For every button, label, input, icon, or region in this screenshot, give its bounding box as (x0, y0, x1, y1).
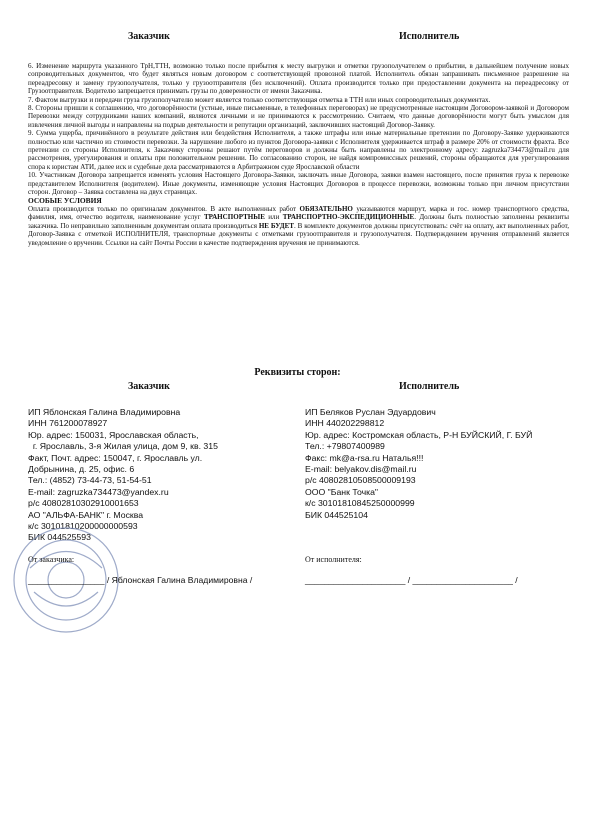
special-conditions-title: ОСОБЫЕ УСЛОВИЯ (28, 195, 102, 205)
customer-line: БИК 044525593 (28, 532, 91, 543)
contract-clauses (28, 62, 569, 247)
contractor-line: E-mail: belyakov.dis@mail.ru (305, 464, 417, 475)
clause-7: 7. Фактом выгрузки и передачи груза грузополучателю может является только соответствующая отметка в ТТН или иных сопроводительных документах. (28, 95, 491, 104)
customer-line: р/с 40802810302910001653 (28, 498, 139, 509)
clause-8: 8. Стороны пришли к соглашению, что договорённости (устные, иные письменные, в телефонных переговорах) не предусмотренные настоящим Договором-заявкой и Договором Перевозки между сотрудниками наших компаний, являются личными и не принимаются к рассмотрению. Считаем, что данные договорённости могут быть умыслом для извлечения личной выгоды и направлены на подрыв деятельности и репутации организаций, заключивших настоящий Договор-Заявку. (28, 104, 569, 129)
contractor-line: Юр. адрес: Костромская область, Р-Н БУЙСКИЙ, Г. БУЙ (305, 429, 533, 440)
clause-10: 10. Участникам Договора запрещается изменять условия Настоящего Договора-Заявки, заключать иные Договора, заявки взамен настоящего, после принятия груза к перевозке представителем Исполнителя (водителем). Иные документы, изменяющие условия Настоящих Договоров в процессе перевозки, возможны только при личном присутствии сторон. Договор – Заявка составлена на двух страницах. (28, 171, 569, 197)
header-contractor: Исполнитель (399, 31, 460, 42)
contractor-line: ИНН 440202298812 (305, 418, 385, 429)
contractor-line: Тел.: +79807400989 (305, 441, 385, 452)
clause-6: 6. Изменение маршрута указанного ТрН,ТТН, возможно только после прибытия к месту выгрузки и отметки грузополучателем о прибытии, в дальнейшем получение новых сопроводительных документов, что будет являться новым договором с соответствующей провозной платой. Исполнитель обязан запрашивать письменное разрешение на переадресовку и замену грузополучателя, только у грузоотправителя (без исключений). Оплата производится только при предоставлении документа на переадресовку от Грузоотправителя. Водителю запрещается принимать грузы по доверенности от имени Заказчика. (28, 62, 569, 96)
customer-signature-label: От заказчика: (28, 555, 75, 564)
customer-line: г. Ярославль, 3-я Жилая улица, дом 9, кв. 315 (28, 441, 218, 452)
customer-line: E-mail: zagruzka734473@yandex.ru (28, 486, 169, 497)
customer-line: Добрынина, д. 25, офис. 6 (28, 464, 135, 475)
contractor-line: Факс: mk@a-rsa.ru Наталья!!! (305, 452, 424, 463)
customer-line: ИП Яблонская Галина Владимировна (28, 407, 181, 417)
customer-line: Факт, Почт. адрес: 150047, г. Ярославль ул. (28, 452, 203, 463)
contractor-line: ИП Беляков Руслан Эдуардович (305, 407, 436, 417)
customer-line: АО "АЛЬФА-БАНК" г. Москва (28, 509, 144, 520)
customer-line: к/с 30101810200000000593 (28, 521, 138, 532)
contractor-requisites (305, 407, 570, 521)
contractor-line: к/с 30101810845250000999 (305, 498, 415, 509)
customer-signature-name: / Яблонская Галина Владимировна / (106, 575, 253, 585)
contractor-signature-line: _____________________ / _____________________ / (305, 575, 518, 585)
contractor-line: БИК 044525104 (305, 509, 368, 520)
contractor-signature-label: От исполнителя: (305, 555, 362, 564)
customer-signature-blank: ________________ (28, 575, 105, 585)
contractor-line: ООО "Банк Точка" (305, 486, 379, 497)
header-customer: Заказчик (128, 31, 170, 42)
requisites-contractor-heading: Исполнитель (399, 381, 460, 392)
customer-signature-line (28, 575, 252, 585)
special-conditions-text: Оплата производится только по оригиналам документов. В акте выполненных работ ОБЯЗАТЕЛЬНО указываются маршрут, марка и гос. номер транспортного средства, фамилия, имя, отчество водителя, наименование услуг ТРАНСПОРТНЫЕ или ТРАНСПОРТНО-ЭКСПЕДИЦИОННЫЕ. Должны быть полностью заполнены реквизиты заказчика. По неправильно заполненным документам оплата производиться НЕ БУДЕТ. В комплекте документов должны присутствовать: счёт на оплату, акт выполненных работ, Договор-Заявка с отметкой ИСПОЛНИТЕЛЯ, транспортные документы с отметками грузоотправителя и грузополучателя. Подтверждением вручения отправлений является уведомление о вручении. Ссылки на сайт Почты России в качестве подтверждения вручения не принимаются. (28, 204, 569, 247)
customer-line: Тел.: (4852) 73-44-73, 51-54-51 (28, 475, 152, 486)
requisites-title: Реквизиты сторон: (254, 367, 341, 378)
clause-9: 9. Сумма ущерба, причинённого в результате действия или бездействия Исполнителя, а также штрафы или иные материальные претензии по Договору-Заявке удерживаются полностью или частично из стоимости перевозки. За нарушение любого из пунктов Договора-заявки с Исполнителя удерживается штраф в размере 20% от стоимости фрахта. Все претензии со стороны Исполнителя, к Заказчику стороны решают путём переговоров и должны быть направлены по электронному адресу: zagruzka734473@mail.ru для рассмотрения, урегулирования и оплаты при положительном решении. По согласованию сторон, не найдя компромиссных решений, стороны обращаются для урегулирования спора к юристам АТИ, далее иск и судебные дела рассматриваются в Арбитражном суде Ярославской области (28, 129, 569, 171)
contractor-line: р/с 40802810508500009193 (305, 475, 416, 486)
customer-line: Юр. адрес: 150031, Ярославская область, (28, 429, 199, 440)
requisites-customer-heading: Заказчик (128, 381, 170, 392)
customer-line: ИНН 761200078927 (28, 418, 108, 429)
